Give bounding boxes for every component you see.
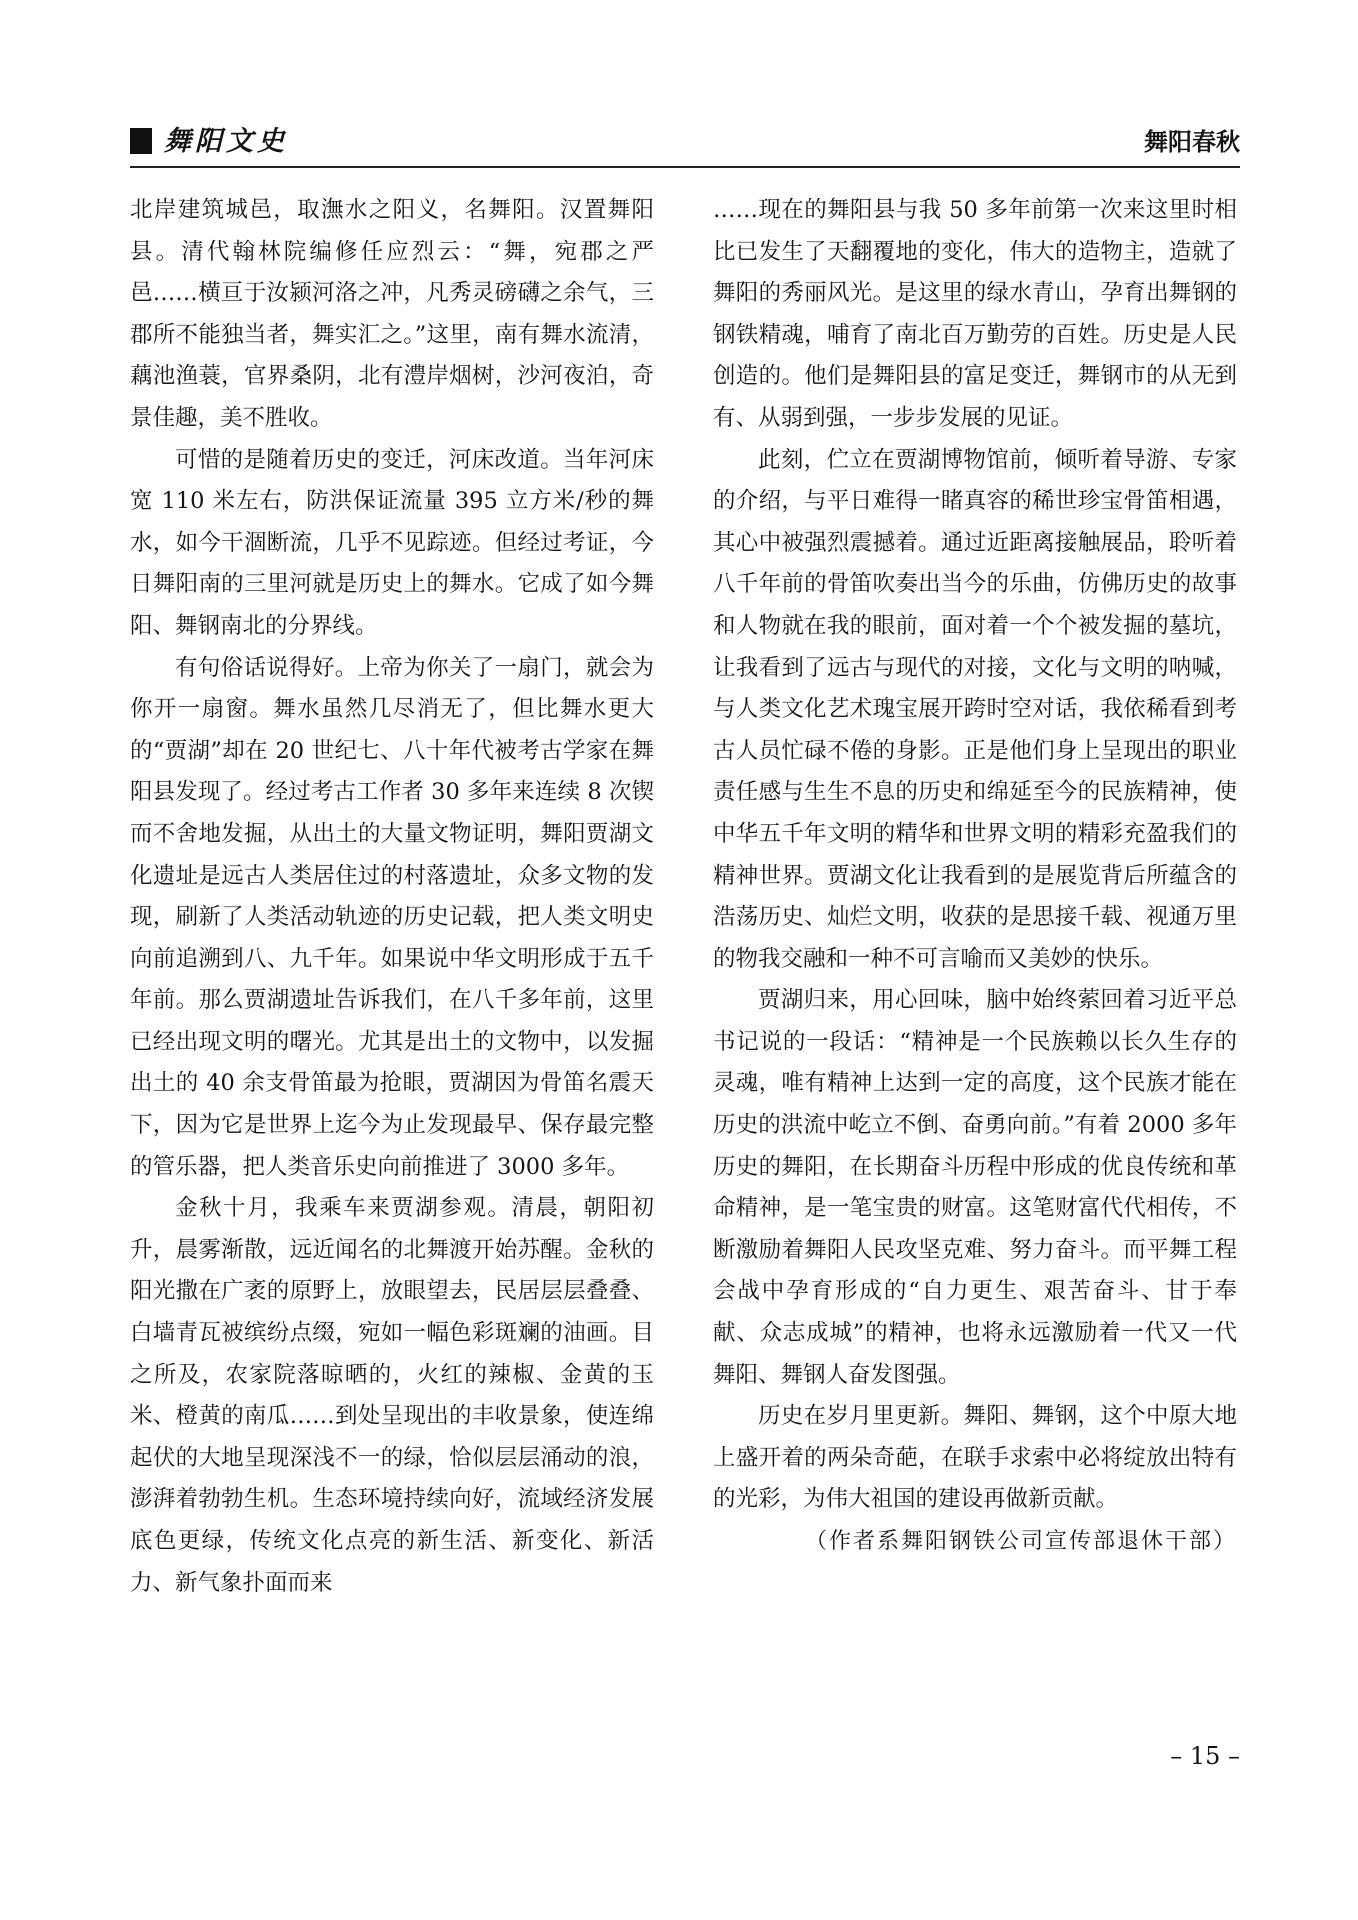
- paragraph: 可惜的是随着历史的变迁，河床改道。当年河床宽 110 米左右，防洪保证流量 395 立方米/秒的舞水，如今干涸断流，几乎不见踪迹。但经过考证，今日舞阳南的三里河就是历史上的舞水。它成了如今舞阳、舞钢南北的分界线。: [130, 446, 654, 639]
- paragraph: 北岸建筑城邑，取潕水之阳义，名舞阳。汉置舞阳县。清代翰林院编修任应烈云：“舞，宛郡之严邑……横亘于汝颍河洛之冲，凡秀灵磅礴之余气，三郡所不能独当者，舞实汇之。”这里，南有舞水流清，藕池渔蓑，官界桑阴，北有澧岸烟树，沙河夜泊，奇景佳趣，美不胜收。: [130, 197, 654, 431]
- page-header: [130, 124, 1240, 160]
- left-column: [130, 190, 654, 1604]
- page-number: – 15 –: [1170, 1742, 1240, 1770]
- paragraph: 有句俗话说得好。上帝为你关了一扇门，就会为你开一扇窗。舞水虽然几尽消无了，但比舞水更大的“贾湖”却在 20 世纪七、八十年代被考古学家在舞阳县发现了。经过考古工作者 30 多年来连续 8 次锲而不舍地发掘，从出土的大量文物证明，舞阳贾湖文化遗址是远古人类居住过的村落遗址，众多文物的发现，刷新了人类活动轨迹的历史记载，把人类文明史向前追溯到八、九千年。如果说中华文明形成于五千年前。那么贾湖遗址告诉我们，在八千多年前，这里已经出现文明的曙光。尤其是出土的文物中，以发掘出土的 40 余支骨笛最为抢眼，贾湖因为骨笛名震天下，因为它是世界上迄今为止发现最早、保存最完整的管乐器，把人类音乐史向前推进了 3000 多年。: [130, 654, 654, 1180]
- paragraph: 贾湖归来，用心回味，脑中始终萦回着习近平总书记说的一段话：“精神是一个民族赖以长久生存的灵魂，唯有精神上达到一定的高度，这个民族才能在历史的洪流中屹立不倒、奋勇向前。”有着 2000 多年历史的舞阳，在长期奋斗历程中形成的优良传统和革命精神，是一笔宝贵的财富。这笔财富代代相传，不断激励着舞阳人民攻坚克难、努力奋斗。而平舞工程会战中孕育形成的“自力更生、艰苦奋斗、甘于奉献、众志成城”的精神，也将永远激励着一代又一代舞阳、舞钢人奋发图强。: [713, 987, 1237, 1388]
- journal-title: 舞阳文史: [164, 126, 288, 157]
- header-block-mark: [130, 128, 152, 154]
- header-rule: [130, 166, 1240, 168]
- right-column: [713, 190, 1237, 1563]
- section-title: 舞阳春秋: [1144, 128, 1240, 156]
- paragraph: ……现在的舞阳县与我 50 多年前第一次来这里时相比已发生了天翻覆地的变化，伟大的造物主，造就了舞阳的秀丽风光。是这里的绿水青山，孕育出舞钢的钢铁精魂，哺育了南北百万勤劳的百姓。历史是人民创造的。他们是舞阳县的富足变迁，舞钢市的从无到有、从弱到强，一步步发展的见证。: [713, 197, 1237, 431]
- paragraph: 此刻，伫立在贾湖博物馆前，倾听着导游、专家的介绍，与平日难得一睹真容的稀世珍宝骨笛相遇，其心中被强烈震撼着。通过近距离接触展品，聆听着八千年前的骨笛吹奏出当今的乐曲，仿佛历史的故事和人物就在我的眼前，面对着一个个被发掘的墓坑，让我看到了远古与现代的对接，文化与文明的呐喊，与人类文化艺术瑰宝展开跨时空对话，我依稀看到考古人员忙碌不倦的身影。正是他们身上呈现出的职业责任感与生生不息的历史和绵延至今的民族精神，使中华五千年文明的精华和世界文明的精彩充盈我们的精神世界。贾湖文化让我看到的是展览背后所蕴含的浩荡历史、灿烂文明，收获的是思接千载、视通万里的物我交融和一种不可言喻而又美妙的快乐。: [713, 446, 1237, 972]
- author-note: （作者系舞阳钢铁公司宣传部退休干部）: [804, 1529, 1237, 1554]
- paragraph: 历史在岁月里更新。舞阳、舞钢，这个中原大地上盛开着的两朵奇葩，在联手求索中必将绽放出特有的光彩，为伟大祖国的建设再做新贡献。: [713, 1403, 1237, 1513]
- paragraph: 金秋十月，我乘车来贾湖参观。清晨，朝阳初升，晨雾渐散，远近闻名的北舞渡开始苏醒。金秋的阳光撒在广袤的原野上，放眼望去，民居层层叠叠、白墙青瓦被缤纷点缀，宛如一幅色彩斑斓的油画。目之所及，农家院落晾晒的，火红的辣椒、金黄的玉米、橙黄的南瓜……到处呈现出的丰收景象，使连绵起伏的大地呈现深浅不一的绿，恰似层层涌动的浪，澎湃着勃勃生机。生态环境持续向好，流域经济发展底色更绿，传统文化点亮的新生活、新变化、新活力、新气象扑面而来: [130, 1195, 654, 1596]
